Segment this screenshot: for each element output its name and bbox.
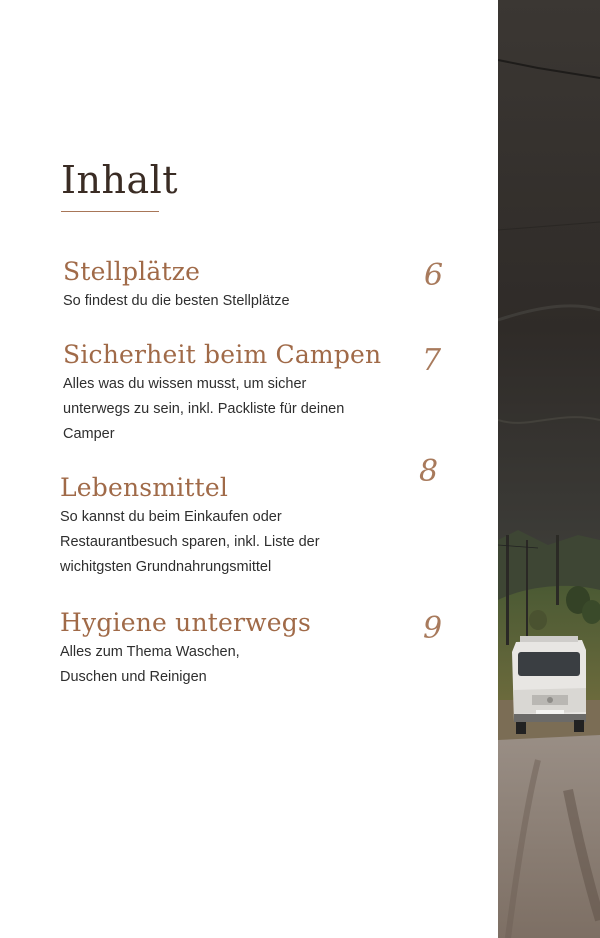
toc-entry-heading[interactable]: Stellplätze [63, 257, 201, 286]
toc-entry-desc-line: unterwegs zu sein, inkl. Packliste für deinen [63, 401, 345, 417]
toc-entry-desc-line: Alles was du wissen musst, um sicher [63, 376, 307, 392]
toc-entry-heading[interactable]: Lebensmittel [60, 473, 229, 502]
toc-entry[interactable] [60, 608, 311, 690]
toc-entry-desc-line: Camper [63, 426, 115, 442]
toc-page-number[interactable]: 9 [423, 611, 443, 646]
toc-entry[interactable] [60, 473, 320, 580]
toc-entry-desc-line: Duschen und Reinigen [60, 669, 207, 685]
toc-entry-desc-line: So findest du die besten Stellplätze [63, 293, 290, 309]
toc-entry[interactable] [63, 340, 381, 447]
toc-entry-desc-line: Restaurantbesuch sparen, inkl. Liste der [60, 534, 320, 550]
toc-entry[interactable] [63, 257, 290, 314]
toc-page-number[interactable]: 6 [424, 258, 444, 293]
title-underline [61, 211, 159, 212]
toc-page-number[interactable]: 8 [419, 454, 439, 489]
toc-entry-desc-line: Alles zum Thema Waschen, [60, 644, 240, 660]
toc-entry-heading[interactable]: Sicherheit beim Campen [63, 340, 382, 369]
toc-entry-desc-line: So kannst du beim Einkaufen oder [60, 509, 282, 525]
toc-entry-description [63, 372, 381, 447]
toc-page-number[interactable]: 7 [422, 343, 442, 378]
toc-entry-description [60, 505, 320, 580]
camper-photo [498, 0, 600, 938]
toc-entry-desc-line: wichitgsten Grundnahrungsmittel [60, 559, 272, 575]
toc-entry-description [60, 640, 311, 690]
toc-entry-heading[interactable]: Hygiene unterwegs [60, 608, 311, 637]
page-title: Inhalt [61, 158, 179, 202]
toc-entry-description [63, 289, 290, 314]
